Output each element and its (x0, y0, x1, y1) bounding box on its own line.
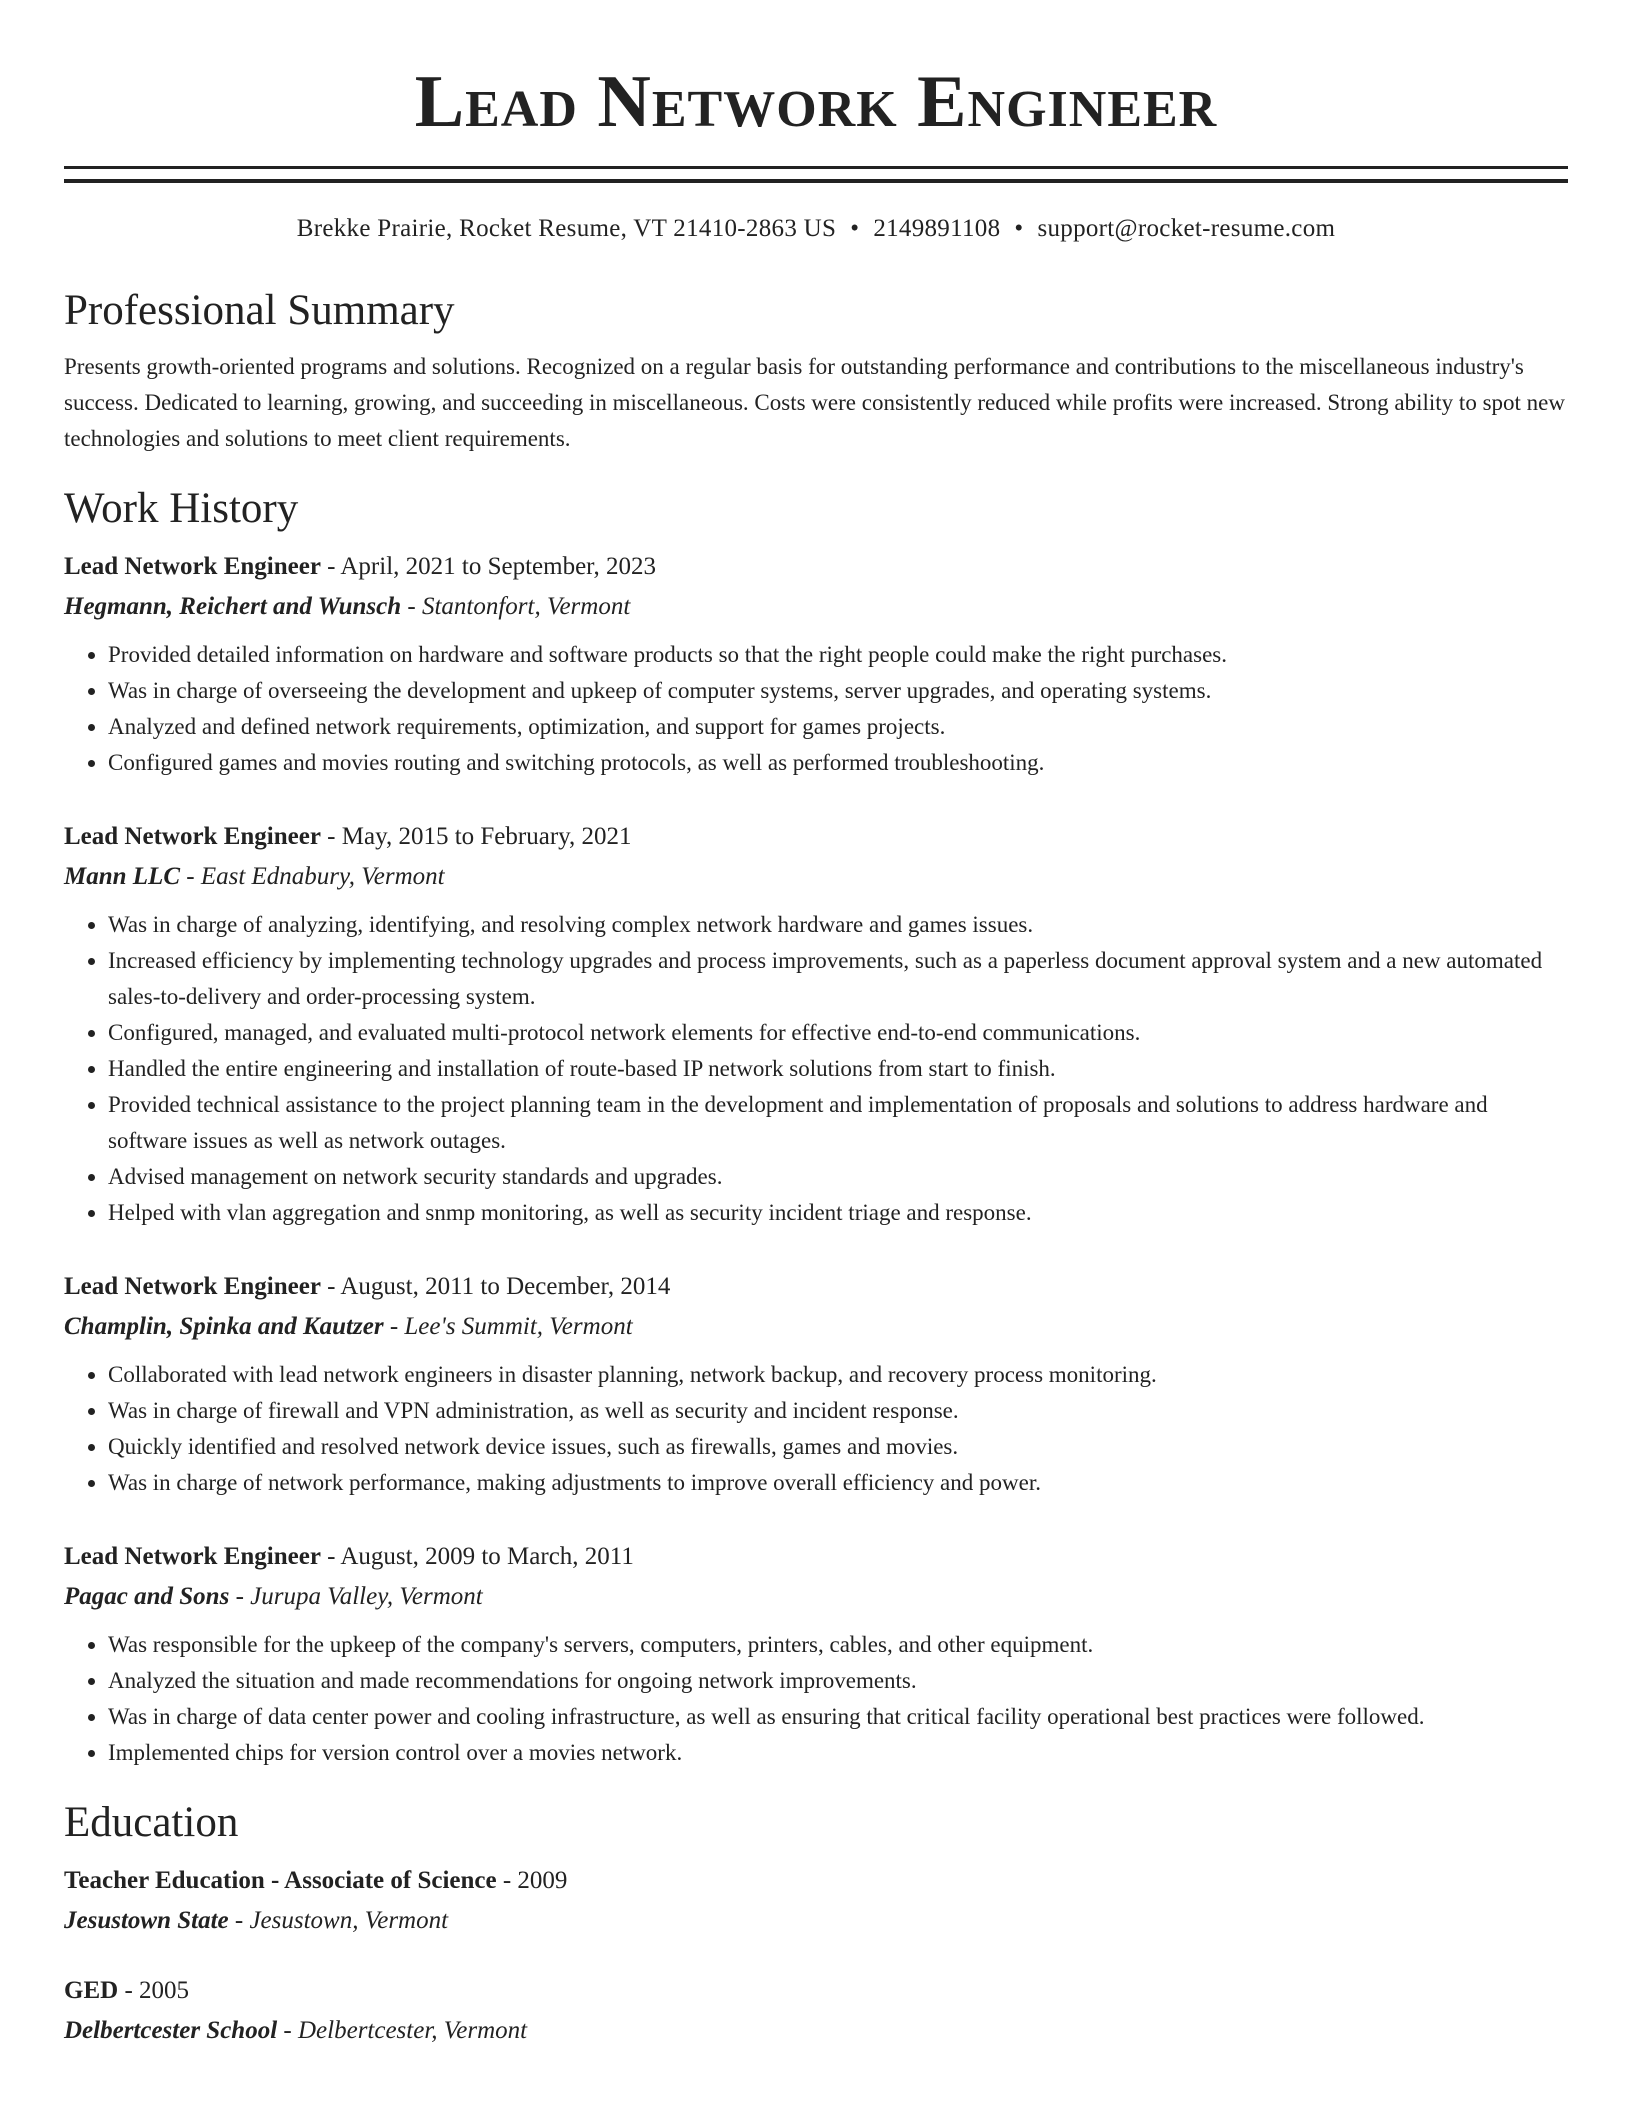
job-title: Lead Network Engineer (64, 1543, 321, 1570)
contact-email: support@rocket-resume.com (1037, 215, 1336, 242)
job-bullet: • Handled the entire engineering and installation of route-based IP network solutions from start to finish. (108, 1051, 1568, 1087)
education-location: - Delbertcester, Vermont (277, 2017, 528, 2044)
work-history-section (64, 483, 1568, 1771)
contact-separator: • (1014, 215, 1024, 242)
title-divider (64, 166, 1568, 183)
job-company-line (64, 1577, 1568, 1617)
education-section (64, 1797, 1568, 2051)
contact-line (64, 213, 1568, 245)
job-title-line (64, 1267, 1568, 1307)
job-bullet: • Increased efficiency by implementing technology upgrades and process improvements, such as a paperless document approval system and a new automated sales-to-delivery and order-processing system. (108, 943, 1568, 1015)
job-title: Lead Network Engineer (64, 823, 321, 850)
education-year: - 2005 (118, 1977, 190, 2004)
job-bullet: • Quickly identified and resolved network device issues, such as firewalls, games and movies. (108, 1429, 1568, 1465)
education-degree-line (64, 1861, 1568, 1901)
job-title-line (64, 547, 1568, 587)
job-entry (64, 817, 1568, 1231)
job-entry (64, 547, 1568, 781)
job-company: Pagac and Sons (64, 1583, 230, 1610)
education-school-line (64, 1901, 1568, 1941)
job-bullets (64, 637, 1568, 781)
job-bullet: • Provided detailed information on hardware and software products so that the right people could make the right purchases. (108, 637, 1568, 673)
job-title-line (64, 817, 1568, 857)
job-bullets (64, 1357, 1568, 1501)
job-location: - East Ednabury, Vermont (180, 863, 445, 890)
job-bullets (64, 907, 1568, 1231)
job-company: Mann LLC (64, 863, 181, 890)
job-location: - Stantonfort, Vermont (401, 593, 631, 620)
education-degree-line (64, 1971, 1568, 2011)
education-year: - 2009 (496, 1867, 568, 1894)
job-bullet: • Was in charge of overseeing the development and upkeep of computer systems, server upgrades, and operating systems. (108, 673, 1568, 709)
job-bullet: • Provided technical assistance to the project planning team in the development and implementation of proposals and solutions to address hardware and software issues as well as network outages. (108, 1087, 1568, 1159)
job-title: Lead Network Engineer (64, 553, 321, 580)
resume-title: Lead Network Engineer (414, 61, 1218, 143)
job-company-line (64, 857, 1568, 897)
job-dates: - May, 2015 to February, 2021 (320, 823, 632, 850)
job-entry (64, 1537, 1568, 1771)
job-bullet: • Was in charge of analyzing, identifying, and resolving complex network hardware and games issues. (108, 907, 1568, 943)
job-location: - Lee's Summit, Vermont (383, 1313, 633, 1340)
job-location: - Jurupa Valley, Vermont (229, 1583, 483, 1610)
job-bullet: • Was in charge of data center power and cooling infrastructure, as well as ensuring that critical facility operational best practices were followed. (108, 1699, 1568, 1735)
education-location: - Jesustown, Vermont (228, 1907, 449, 1934)
contact-phone: 2149891108 (873, 215, 1001, 242)
job-bullet: • Analyzed the situation and made recommendations for ongoing network improvements. (108, 1663, 1568, 1699)
contact-address: Brekke Prairie, Rocket Resume, VT 21410-2863 US (296, 215, 837, 242)
job-company: Hegmann, Reichert and Wunsch (64, 593, 402, 620)
job-company-line (64, 587, 1568, 627)
job-bullet: • Collaborated with lead network engineers in disaster planning, network backup, and recovery process monitoring. (108, 1357, 1568, 1393)
professional-summary-section (64, 285, 1568, 457)
education-heading: Education (64, 1799, 239, 1846)
job-bullet: • Configured games and movies routing and switching protocols, as well as performed troubleshooting. (108, 745, 1568, 781)
job-entry (64, 1267, 1568, 1501)
job-bullet: • Analyzed and defined network requirements, optimization, and support for games projects. (108, 709, 1568, 745)
job-dates: - August, 2011 to December, 2014 (320, 1273, 671, 1300)
job-title: Lead Network Engineer (64, 1273, 321, 1300)
education-school: Delbertcester School (64, 2017, 278, 2044)
job-title-line (64, 1537, 1568, 1577)
education-degree: Teacher Education - Associate of Science (64, 1867, 497, 1894)
job-bullet: • Helped with vlan aggregation and snmp monitoring, as well as security incident triage and response. (108, 1195, 1568, 1231)
summary-heading: Professional Summary (64, 287, 455, 334)
job-dates: - April, 2021 to September, 2023 (320, 553, 656, 580)
education-entry (64, 1971, 1568, 2051)
job-bullet: • Was responsible for the upkeep of the company's servers, computers, printers, cables, and other equipment. (108, 1627, 1568, 1663)
job-dates: - August, 2009 to March, 2011 (320, 1543, 634, 1570)
job-bullet: • Was in charge of firewall and VPN administration, as well as security and incident response. (108, 1393, 1568, 1429)
contact-separator: • (850, 215, 860, 242)
work-history-heading: Work History (64, 485, 299, 532)
job-bullet: • Configured, managed, and evaluated multi-protocol network elements for effective end-to-end communications. (108, 1015, 1568, 1051)
job-company-line (64, 1307, 1568, 1347)
education-school-line (64, 2011, 1568, 2051)
summary-text: Presents growth-oriented programs and solutions. Recognized on a regular basis for outstanding performance and contributions to the miscellaneous industry's success. Dedicated to learning, growing, and succeeding in miscellaneous. Costs were consistently reduced while profits were increased. Strong ability to spot new technologies and solutions to meet client requirements. (64, 354, 1565, 451)
job-bullet: • Was in charge of network performance, making adjustments to improve overall efficiency and power. (108, 1465, 1568, 1501)
education-school: Jesustown State (64, 1907, 229, 1934)
job-bullets (64, 1627, 1568, 1771)
job-company: Champlin, Spinka and Kautzer (64, 1313, 384, 1340)
job-bullet: • Advised management on network security standards and upgrades. (108, 1159, 1568, 1195)
education-entry (64, 1861, 1568, 1941)
job-bullet: • Implemented chips for version control over a movies network. (108, 1735, 1568, 1771)
education-degree: GED (64, 1977, 119, 2004)
